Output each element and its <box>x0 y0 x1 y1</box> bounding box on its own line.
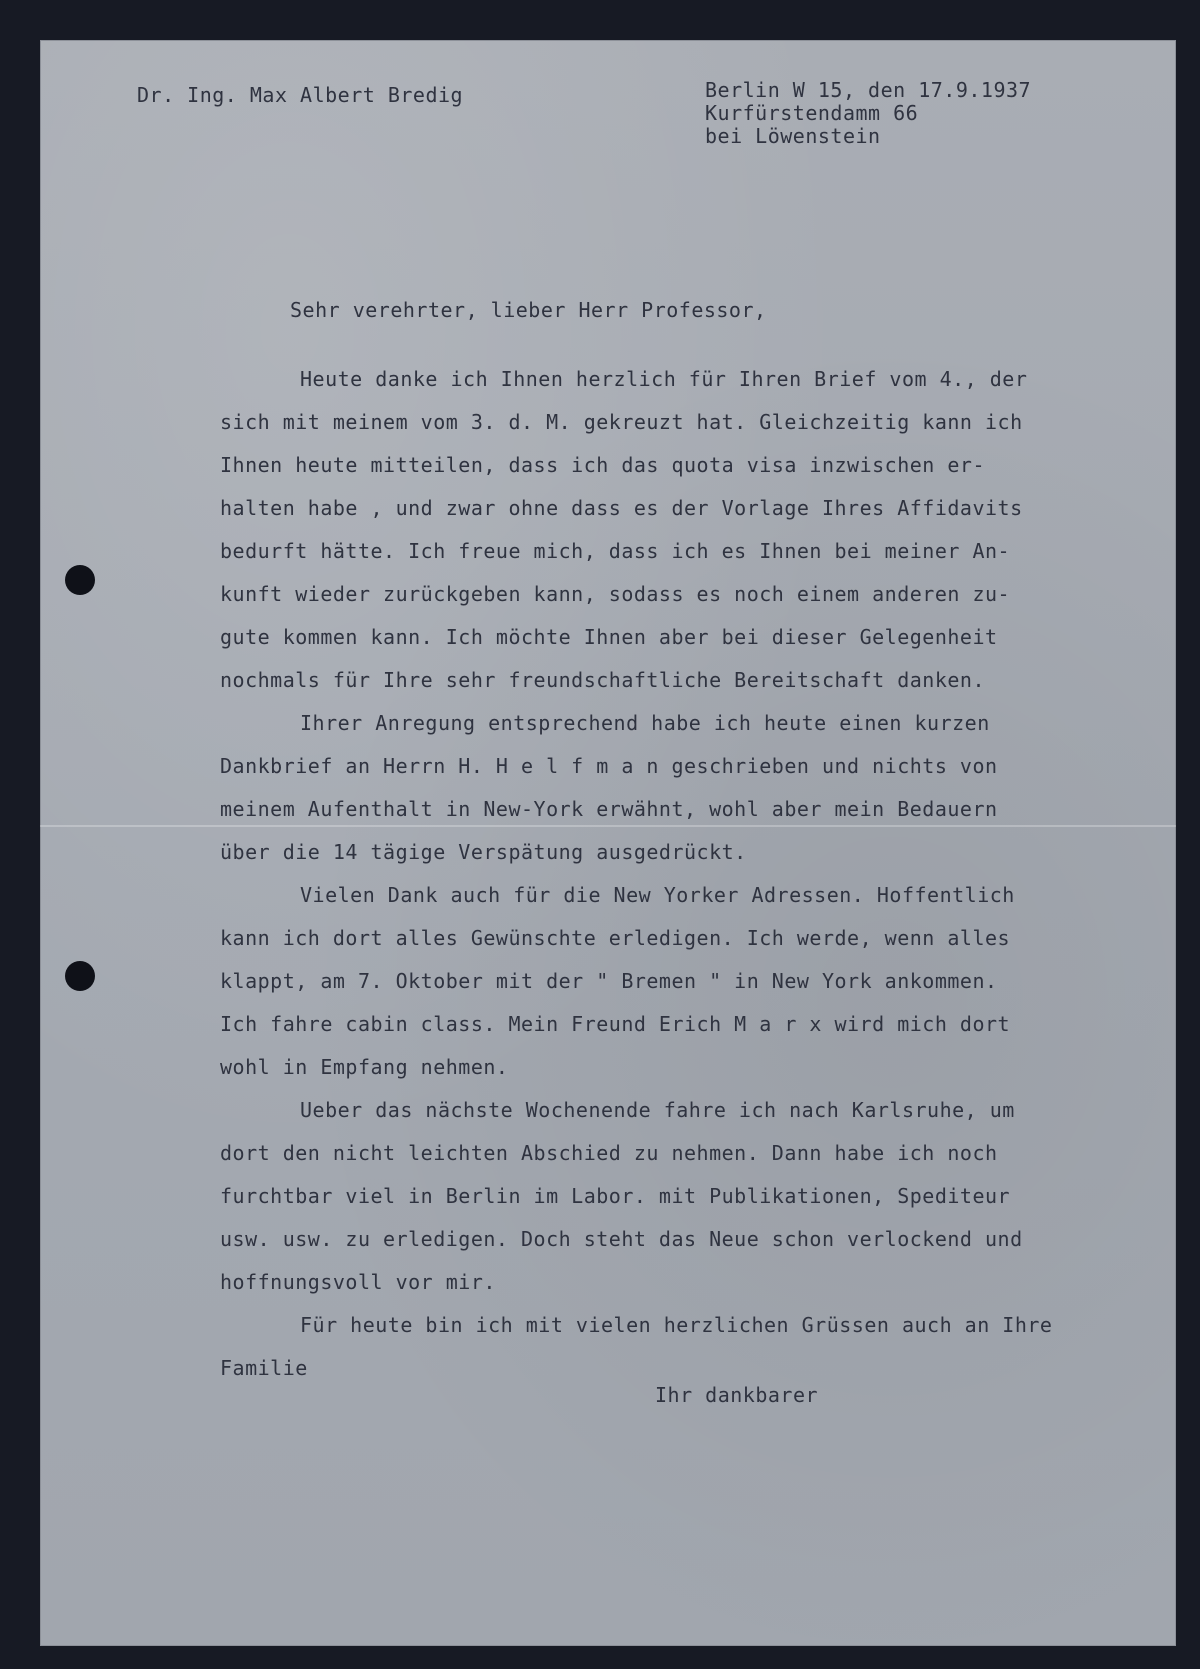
body-line: halten habe , und zwar ohne dass es der Vorlage Ihres Affidavits <box>220 496 1023 520</box>
body-line: Ihrer Anregung entsprechend habe ich heute einen kurzen <box>300 711 990 735</box>
punch-hole <box>65 565 95 595</box>
body-line: kann ich dort alles Gewünschte erledigen. Ich werde, wenn alles <box>220 926 1011 950</box>
care-of-line: bei Löwenstein <box>705 124 881 148</box>
body-line: klappt, am 7. Oktober mit der " Bremen " in New York ankommen. <box>220 969 998 993</box>
sender-name: Dr. Ing. Max Albert Bredig <box>137 83 464 107</box>
body-line: Ich fahre cabin class. Mein Freund Erich M a r x wird mich dort <box>220 1012 1011 1036</box>
salutation: Sehr verehrter, lieber Herr Professor, <box>290 298 767 322</box>
body-line: Heute danke ich Ihnen herzlich für Ihren Brief vom 4., der <box>300 367 1028 391</box>
body-line: Ihnen heute mitteilen, dass ich das quota visa inzwischen er- <box>220 453 986 477</box>
body-line: sich mit meinem vom 3. d. M. gekreuzt hat. Gleichzeitig kann ich <box>220 410 1023 434</box>
body-line: dort den nicht leichten Abschied zu nehmen. Dann habe ich noch <box>220 1141 998 1165</box>
body-line: wohl in Empfang nehmen. <box>220 1055 509 1079</box>
body-line: furchtbar viel in Berlin im Labor. mit Publikationen, Spediteur <box>220 1184 1011 1208</box>
body-line: bedurft hätte. Ich freue mich, dass ich es Ihnen bei meiner An- <box>220 539 1011 563</box>
closing-line: Ihr dankbarer <box>655 1383 819 1407</box>
body-line: usw. usw. zu erledigen. Doch steht das Neue schon verlockend und <box>220 1227 1023 1251</box>
body-line: nochmals für Ihre sehr freundschaftliche Bereitschaft danken. <box>220 668 986 692</box>
punch-hole <box>65 961 95 991</box>
body-line: gute kommen kann. Ich möchte Ihnen aber bei dieser Gelegenheit <box>220 625 998 649</box>
body-line: Ueber das nächste Wochenende fahre ich nach Karlsruhe, um <box>300 1098 1015 1122</box>
body-line: Vielen Dank auch für die New Yorker Adressen. Hoffentlich <box>300 883 1015 907</box>
paper-sheet <box>40 40 1176 1646</box>
body-line: Familie <box>220 1356 308 1380</box>
body-line: über die 14 tägige Verspätung ausgedrückt. <box>220 840 747 864</box>
body-line: hoffnungsvoll vor mir. <box>220 1270 496 1294</box>
place-date-line: Berlin W 15, den 17.9.1937 <box>705 78 1032 102</box>
body-line: meinem Aufenthalt in New-York erwähnt, wohl aber mein Bedauern <box>220 797 998 821</box>
body-line: Für heute bin ich mit vielen herzlichen Grüssen auch an Ihre <box>300 1313 1053 1337</box>
body-line: Dankbrief an Herrn H. H e l f m a n geschrieben und nichts von <box>220 754 998 778</box>
letter-body <box>220 358 1160 1390</box>
street-address-line: Kurfürstendamm 66 <box>705 101 919 125</box>
body-line: kunft wieder zurückgeben kann, sodass es noch einem anderen zu- <box>220 582 1011 606</box>
